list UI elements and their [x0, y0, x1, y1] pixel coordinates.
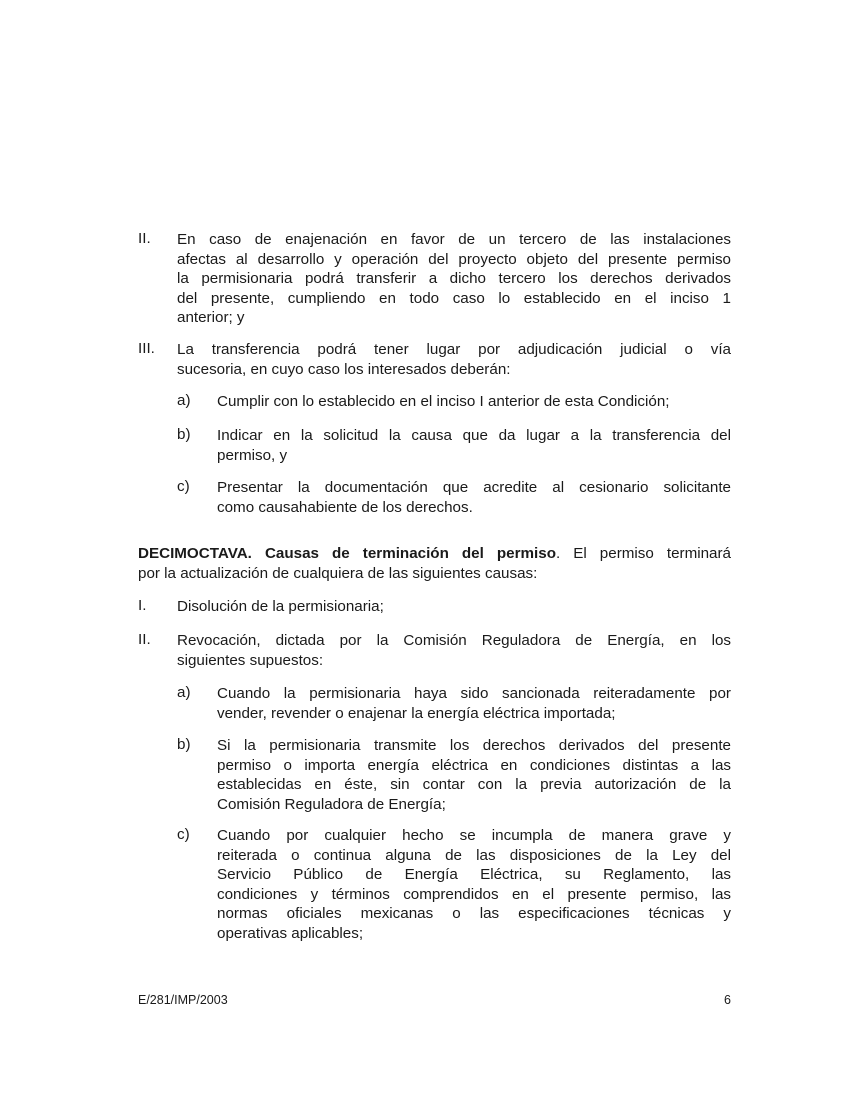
text-line: normas oficiales mexicanas o las especificaciones técnicas y	[217, 905, 731, 922]
footer-doc-id: E/281/IMP/2003	[138, 993, 228, 1007]
text-line: permiso o importa energía eléctrica en condiciones distintas a las	[217, 756, 731, 774]
text-line: Presentar la documentación que acredite al cesionario solicitante	[217, 479, 731, 496]
text-line: vender, revender o enajenar la energía eléctrica importada;	[217, 704, 616, 722]
item-marker: II.	[138, 631, 151, 648]
text-line: reiterada o continua alguna de las disposiciones de la Ley del	[217, 846, 731, 864]
text-line: Disolución de la permisionaria;	[177, 598, 384, 615]
text-line: establecidas en éste, sin contar con la previa autorización de la	[217, 776, 731, 793]
footer-page-number: 6	[724, 993, 731, 1007]
subitem-marker: a)	[177, 392, 191, 409]
text-line: Cuando por cualquier hecho se incumpla de manera grave y	[217, 827, 731, 844]
text-line: anterior; y	[177, 309, 245, 326]
text-line: Comisión Reguladora de Energía;	[217, 795, 446, 813]
subitem-marker: c)	[177, 478, 190, 495]
text-line: por la actualización de cualquiera de las siguientes causas:	[138, 564, 538, 582]
text-line: Si la permisionaria transmite los derechos derivados del presente	[217, 737, 731, 754]
text-line: Cuando la permisionaria haya sido sancionada reiteradamente por	[217, 685, 731, 702]
text-line: condiciones y términos comprendidos en el presente permiso, las	[217, 885, 731, 903]
item-marker: III.	[138, 340, 155, 357]
text-line: Cumplir con lo establecido en el inciso I anterior de esta Condición;	[217, 393, 670, 410]
text-line: Servicio Público de Energía Eléctrica, su Reglamento, las	[217, 866, 731, 883]
text-line: operativas aplicables;	[217, 924, 364, 942]
heading-title: DECIMOCTAVA. Causas de terminación del permiso	[138, 545, 556, 562]
section-heading	[138, 544, 731, 563]
subitem-marker: a)	[177, 684, 191, 701]
text-line: la permisionaria podrá transferir a dicho tercero los derechos derivados	[177, 270, 731, 287]
text-line: del presente, cumpliendo en todo caso lo establecido en el inciso 1	[177, 289, 731, 307]
subitem-marker: b)	[177, 736, 191, 753]
text-line: En caso de enajenación en favor de un tercero de las instalaciones	[177, 231, 731, 248]
text-line: siguientes supuestos:	[177, 651, 324, 669]
text-line: Indicar en la solicitud la causa que da lugar a la transferencia del	[217, 427, 731, 444]
subitem-marker: c)	[177, 826, 190, 843]
item-marker: II.	[138, 230, 151, 247]
text-line: permiso, y	[217, 446, 288, 464]
text-line: afectas al desarrollo y operación del proyecto objeto del presente permiso	[177, 250, 731, 268]
text-line: La transferencia podrá tener lugar por adjudicación judicial o vía	[177, 341, 731, 358]
text-line: como causahabiente de los derechos.	[217, 498, 473, 516]
text-line: Revocación, dictada por la Comisión Reguladora de Energía, en los	[177, 632, 731, 649]
heading-text: . El permiso terminará	[555, 545, 732, 562]
subitem-marker: b)	[177, 426, 191, 443]
text-line: sucesoria, en cuyo caso los interesados deberán:	[177, 360, 511, 378]
item-marker: I.	[138, 597, 147, 614]
